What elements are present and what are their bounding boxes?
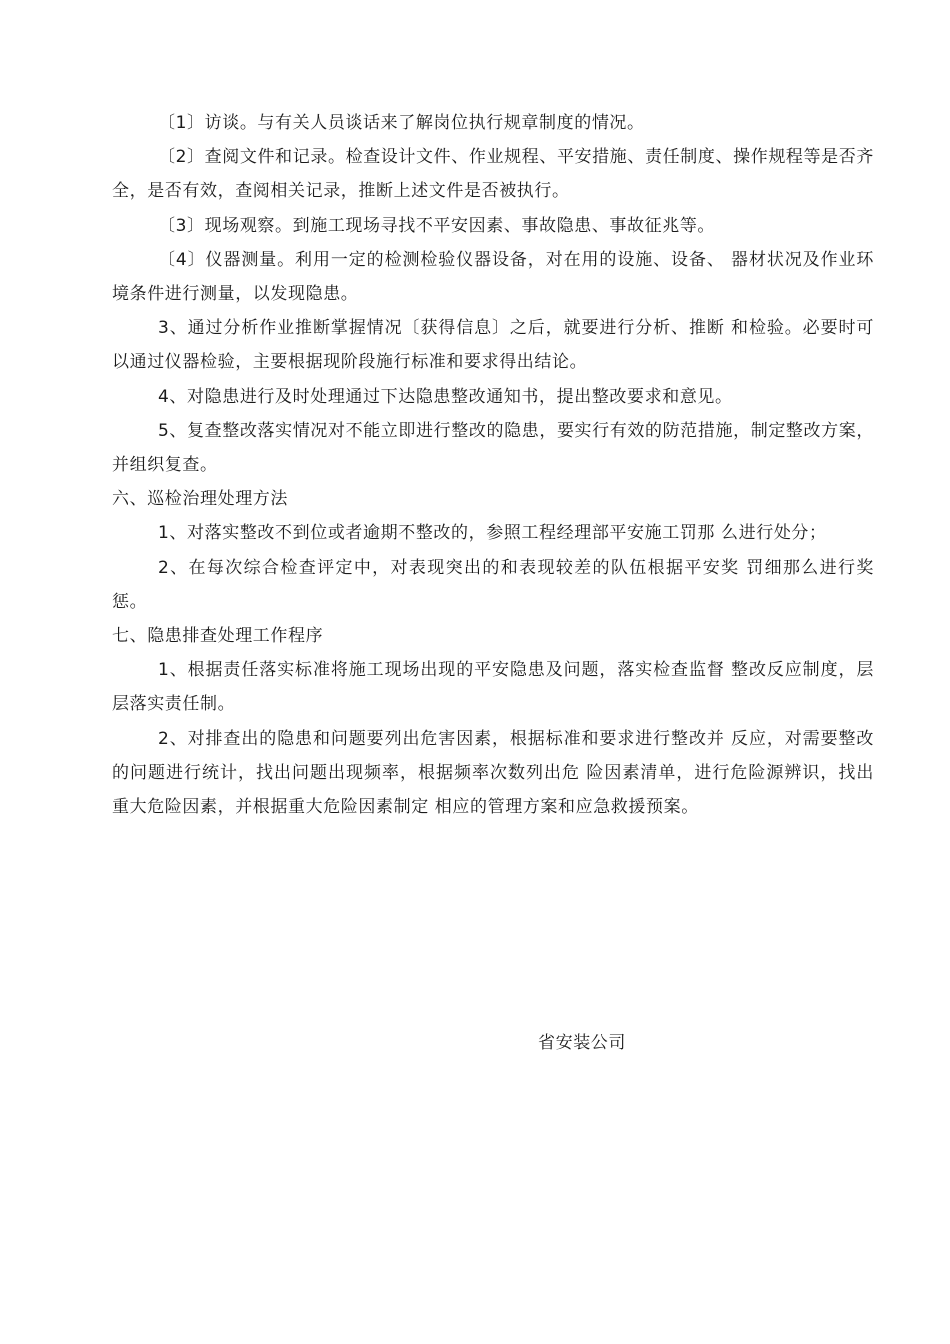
paragraph-hazard-factors: 2、对排查出的隐患和问题要列出危害因素，根据标准和要求进行整改并 反应，对需要整改的问题进行统计，找出问题出现频率，根据频率次数列出危 险因素清单，进行危险源辨识，找出重大危险因素，并根据重大危险因素制定 相应的管理方案和应急救援预案。 bbox=[112, 728, 874, 818]
document-body bbox=[112, 106, 874, 824]
section-heading-workflow: 七、隐患排查处理工作程序 bbox=[112, 626, 324, 647]
paragraph-timely-handling: 4、对隐患进行及时处理通过下达隐患整改通知书，提出整改要求和意见。 bbox=[158, 386, 733, 407]
paragraph-analysis: 3、通过分析作业推断掌握情况〔获得信息〕之后，就要进行分析、推断 和检验。必要时可以通过仪器检验，主要根据现阶段施行标准和要求得出结论。 bbox=[112, 318, 874, 373]
paragraph-reward: 2、在每次综合检查评定中，对表现突出的和表现较差的队伍根据平安奖 罚细那么进行奖惩。 bbox=[112, 557, 874, 612]
signature-company: 省安装公司 bbox=[538, 1033, 626, 1053]
paragraph-instrument-measurement: 〔4〕仪器测量。利用一定的检测检验仪器设备，对在用的设施、设备、 器材状况及作业环境条件进行测量，以发现隐患。 bbox=[112, 249, 874, 305]
paragraph-recheck: 5、复查整改落实情况对不能立即进行整改的隐患，要实行有效的防范措施，制定整改方案，并组织复查。 bbox=[112, 420, 874, 476]
paragraph-review-documents: 〔2〕查阅文件和记录。检查设计文件、作业规程、平安措施、责任制度、操作规程等是否齐全，是否有效，查阅相关记录，推断上述文件是否被执行。 bbox=[112, 147, 874, 202]
paragraph-interview: 〔1〕访谈。与有关人员谈话来了解岗位执行规章制度的情况。 bbox=[158, 113, 645, 133]
paragraph-penalty: 1、对落实整改不到位或者逾期不整改的，参照工程经理部平安施工罚那 么进行处分； bbox=[158, 523, 827, 544]
paragraph-responsibility: 1、根据责任落实标准将施工现场出现的平安隐患及问题，落实检查监督 整改反应制度，层层落实责任制。 bbox=[112, 660, 874, 715]
section-heading-inspection-methods: 六、巡检治理处理方法 bbox=[112, 489, 288, 510]
paragraph-site-observation: 〔3〕现场观察。到施工现场寻找不平安因素、事故隐患、事故征兆等。 bbox=[158, 215, 716, 236]
